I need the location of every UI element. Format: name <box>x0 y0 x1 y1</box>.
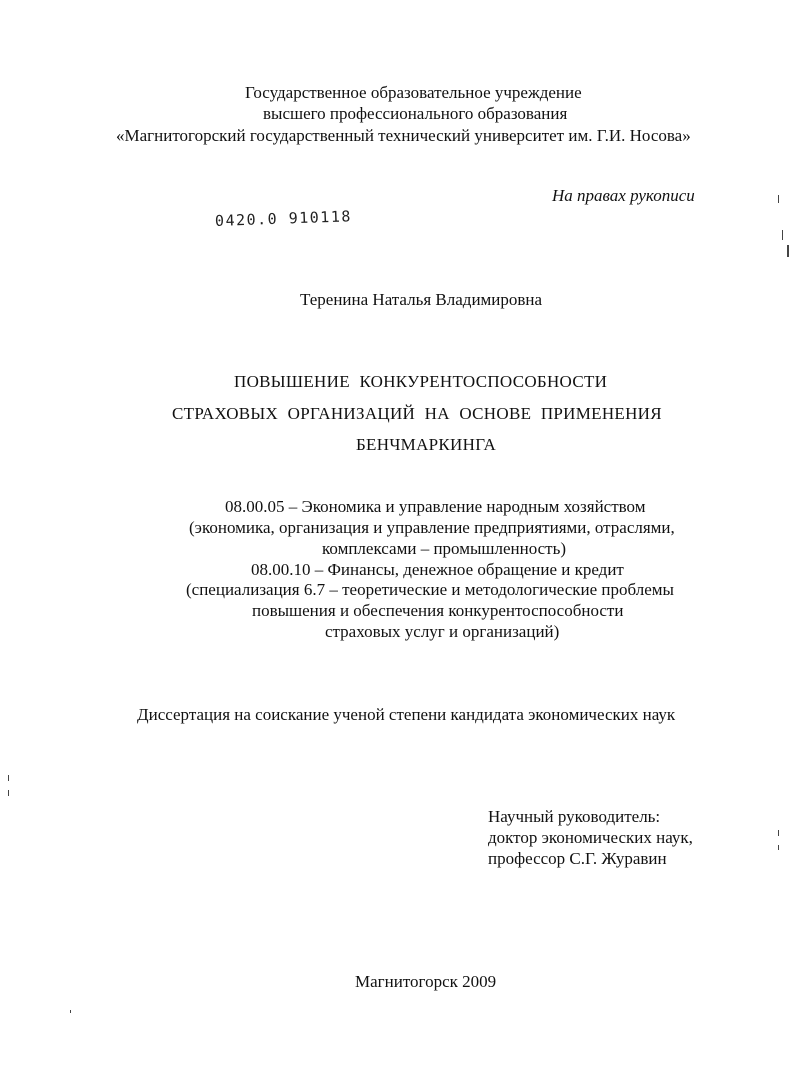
scan-speck <box>787 245 789 257</box>
institution-line-2: высшего профессионального образования <box>263 104 568 123</box>
institution-line-1: Государственное образовательное учреждение <box>245 83 582 102</box>
specialty-line: комплексами – промышленность) <box>322 539 567 558</box>
specialty-line: (экономика, организация и управление предприятиями, отраслями, <box>189 518 675 537</box>
supervisor-degree: доктор экономических наук, <box>488 828 693 847</box>
specialty-line: повышения и обеспечения конкурентоспособности <box>252 601 624 620</box>
specialty-line: (специализация 6.7 – теоретические и методологические проблемы <box>186 580 674 599</box>
specialty-line: страховых услуг и организаций) <box>325 622 560 641</box>
dissertation-degree-line: Диссертация на соискание ученой степени кандидата экономических наук <box>137 705 676 724</box>
scan-speck <box>778 195 779 203</box>
title-line-2: СТРАХОВЫХ ОРГАНИЗАЦИЙ НА ОСНОВЕ ПРИМЕНЕНИЯ <box>172 404 662 423</box>
specialty-line: 08.00.10 – Финансы, денежное обращение и кредит <box>251 560 624 579</box>
author-name: Теренина Наталья Владимировна <box>300 290 543 309</box>
scan-speck <box>8 775 9 781</box>
institution-line-3: «Магнитогорский государственный технический университет им. Г.И. Носова» <box>116 126 691 145</box>
title-line-3: БЕНЧМАРКИНГА <box>356 435 497 454</box>
scan-speck <box>70 1010 71 1013</box>
city-year: Магнитогорск 2009 <box>355 972 497 991</box>
specialty-line: 08.00.05 – Экономика и управление народным хозяйством <box>225 497 646 516</box>
registration-stamp: 0420.0 910118 <box>214 207 353 230</box>
scan-speck <box>778 830 779 836</box>
manuscript-note: На правах рукописи <box>552 186 695 205</box>
scan-speck <box>778 845 779 850</box>
supervisor-label: Научный руководитель: <box>488 807 661 826</box>
supervisor-name: профессор С.Г. Журавин <box>488 849 667 868</box>
scan-speck <box>782 230 783 240</box>
title-line-1: ПОВЫШЕНИЕ КОНКУРЕНТОСПОСОБНОСТИ <box>234 372 608 391</box>
scan-speck <box>8 790 9 796</box>
